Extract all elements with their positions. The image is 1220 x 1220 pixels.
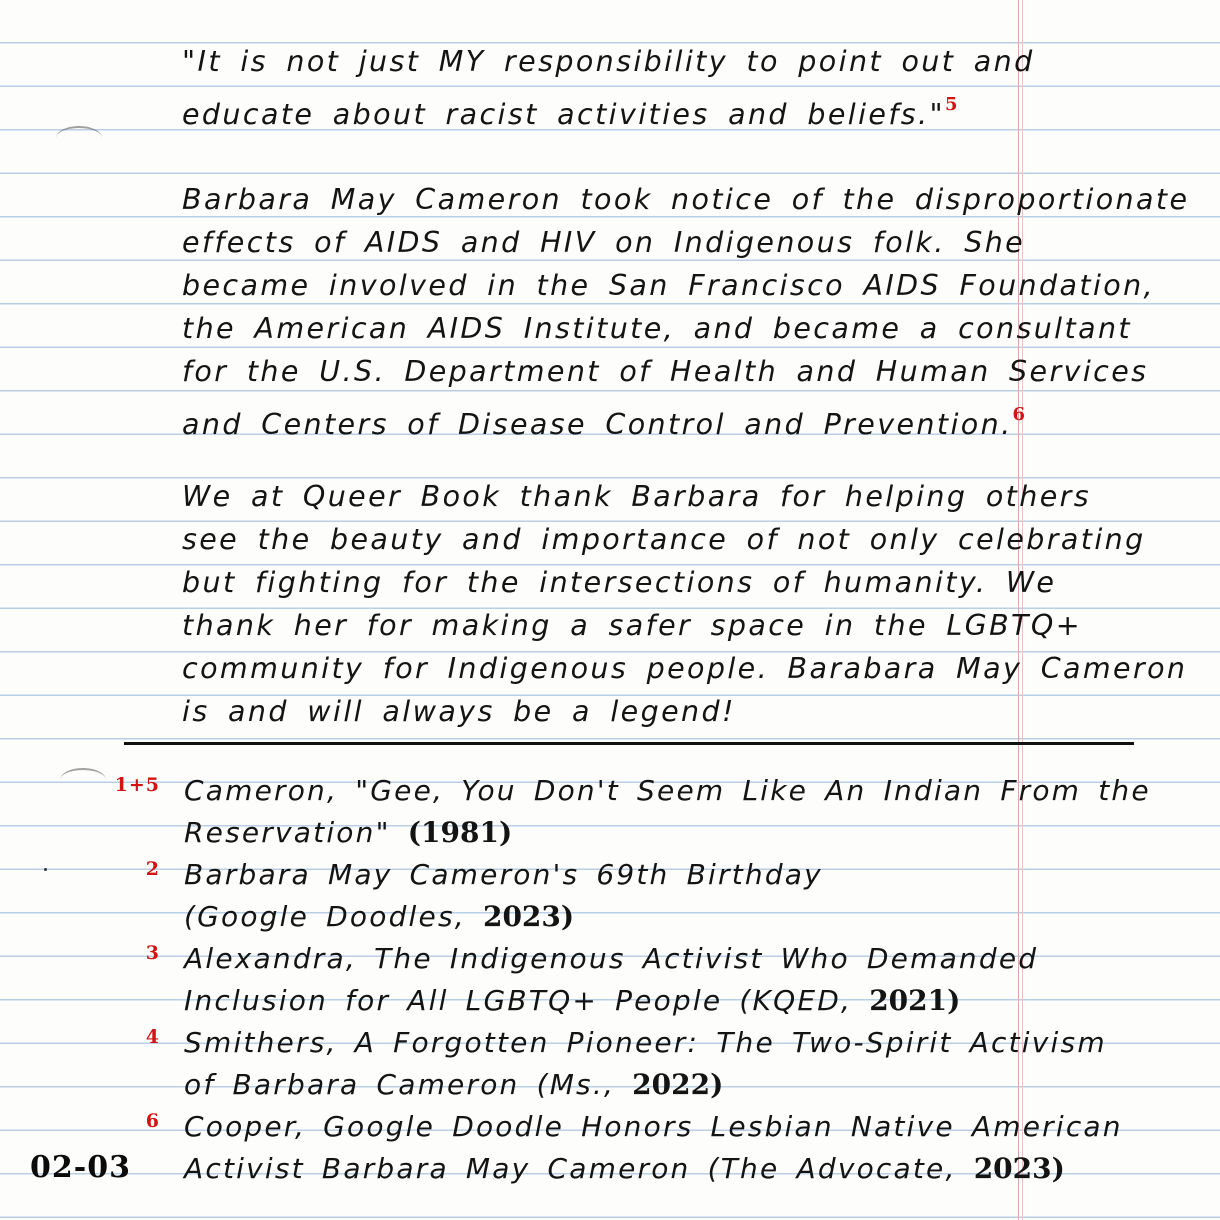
thanks-paragraph: We at Queer Book thank Barbara for helping others see the beauty and importance of not only celebrating but fighting for the intersections of humanity. We thank her for making a safer space in the LGBTQ+ community for Indigenous people. Barabara May Cameron is and will always be a legend!: [182, 480, 1188, 728]
reference-number: 3: [145, 942, 160, 964]
page-number: 02-03: [30, 1150, 131, 1185]
footnote-marker: 6: [1012, 404, 1026, 425]
hole-punch-mark: [56, 126, 102, 150]
footnote-marker: 5: [945, 94, 958, 115]
reference-text: Smithers, A Forgotten Pioneer: The Two-Spirit Activism of Barbara Cameron (Ms.,: [184, 1026, 1107, 1101]
reference-year: 2021): [869, 984, 961, 1017]
bio-text: Barbara May Cameron took notice of the disproportionate effects of AIDS and HIV on Indigenous folk. She became involved in the San Francisco AIDS Foundation, the American AIDS Institute, and became a consultant for the U.S. Department of Health and Human Services and Centers of Disease Control and Prevention.: [182, 183, 1190, 441]
references-list: [0, 770, 1220, 1190]
reference-text: Cameron, "Gee, You Don't Seem Like An Indian From the Reservation": [184, 774, 1151, 849]
reference-item: [0, 1022, 1220, 1106]
quote-paragraph: [182, 40, 1192, 136]
reference-number: 6: [145, 1110, 160, 1132]
reference-item: [0, 938, 1220, 1022]
reference-text: Cooper, Google Doodle Honors Lesbian Native American Activist Barbara May Cameron (The Advocate,: [184, 1110, 1123, 1185]
reference-item: [0, 854, 1220, 938]
reference-item: [0, 1106, 1220, 1190]
reference-year: 2022): [632, 1068, 724, 1101]
reference-item: [0, 770, 1220, 854]
reference-year: 2023): [973, 1152, 1065, 1185]
reference-text: Barbara May Cameron's 69th Birthday (Google Doodles,: [184, 858, 823, 933]
reference-number: 4: [145, 1026, 160, 1048]
reference-year: 2023): [482, 900, 575, 933]
reference-number: 1+5: [114, 774, 160, 796]
bio-paragraph: [182, 178, 1192, 446]
reference-text: Alexandra, The Indigenous Activist Who Demanded Inclusion for All LGBTQ+ People (KQED,: [184, 942, 1039, 1017]
quote-text: "It is not just MY responsibility to point out and educate about racist activities and beliefs.": [182, 45, 1035, 131]
section-divider: [124, 742, 1134, 745]
reference-number: 2: [145, 858, 160, 880]
reference-year: (1981): [407, 816, 513, 849]
